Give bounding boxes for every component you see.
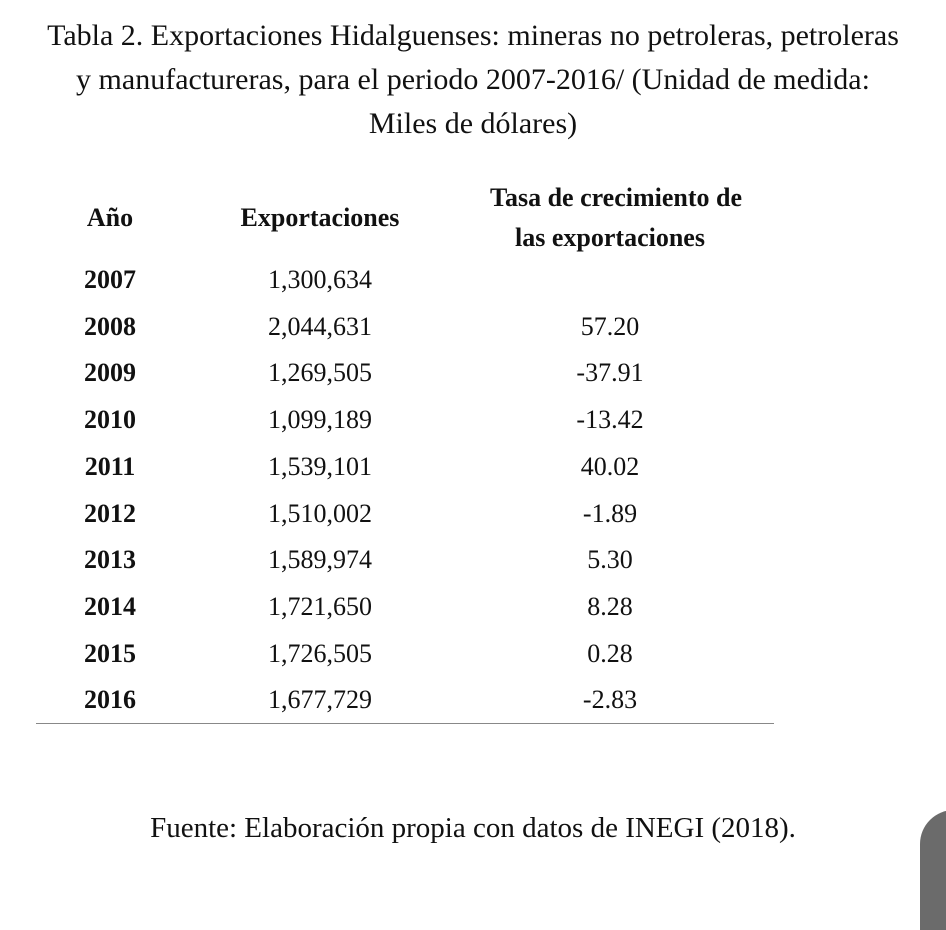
cell-rate: 40.02 bbox=[580, 452, 640, 481]
cell-year: 2012 bbox=[84, 499, 136, 528]
cell-exports: 1,300,634 bbox=[268, 265, 372, 294]
cell-year: 2013 bbox=[84, 545, 136, 574]
cell-rate: 5.30 bbox=[587, 545, 633, 574]
table-title-line-3: Miles de dólares) bbox=[368, 107, 578, 140]
cell-exports: 2,044,631 bbox=[268, 312, 372, 341]
cell-exports: 1,510,002 bbox=[268, 499, 372, 528]
header-year: Año bbox=[86, 203, 134, 232]
cell-rate: 0.28 bbox=[587, 639, 633, 668]
cell-exports: 1,677,729 bbox=[268, 685, 372, 714]
cell-exports: 1,539,101 bbox=[268, 452, 372, 481]
source-note: Fuente: Elaboración propia con datos de INEGI (2018). bbox=[150, 812, 796, 844]
header-exports: Exportaciones bbox=[240, 203, 400, 232]
cell-year: 2016 bbox=[84, 685, 136, 714]
cell-rate: -1.89 bbox=[582, 499, 638, 528]
cell-exports: 1,589,974 bbox=[268, 545, 372, 574]
cell-year: 2014 bbox=[84, 592, 136, 621]
cell-year: 2010 bbox=[84, 405, 136, 434]
cell-rate: -13.42 bbox=[576, 405, 644, 434]
cell-exports: 1,726,505 bbox=[268, 639, 372, 668]
cell-rate: 57.20 bbox=[580, 312, 640, 341]
cell-rate: -37.91 bbox=[576, 358, 644, 387]
cell-exports: 1,721,650 bbox=[268, 592, 372, 621]
header-rate-line-1: Tasa de crecimiento de bbox=[490, 183, 743, 212]
cell-exports: 1,269,505 bbox=[268, 358, 372, 387]
cell-year: 2007 bbox=[84, 265, 136, 294]
corner-tab bbox=[920, 810, 946, 930]
cell-rate: 8.28 bbox=[587, 592, 633, 621]
header-rate-line-2: las exportaciones bbox=[515, 223, 705, 252]
cell-year: 2008 bbox=[84, 312, 136, 341]
table-title-line-1: Tabla 2. Exportaciones Hidalguenses: mineras no petroleras, petroleras bbox=[47, 19, 899, 52]
table-title-line-2: y manufactureras, para el periodo 2007-2016/ (Unidad de medida: bbox=[76, 63, 870, 96]
cell-exports: 1,099,189 bbox=[268, 405, 372, 434]
table-bottom-rule bbox=[36, 723, 774, 724]
cell-year: 2015 bbox=[84, 639, 136, 668]
cell-year: 2011 bbox=[84, 452, 136, 481]
cell-rate: -2.83 bbox=[582, 685, 638, 714]
cell-year: 2009 bbox=[84, 358, 136, 387]
